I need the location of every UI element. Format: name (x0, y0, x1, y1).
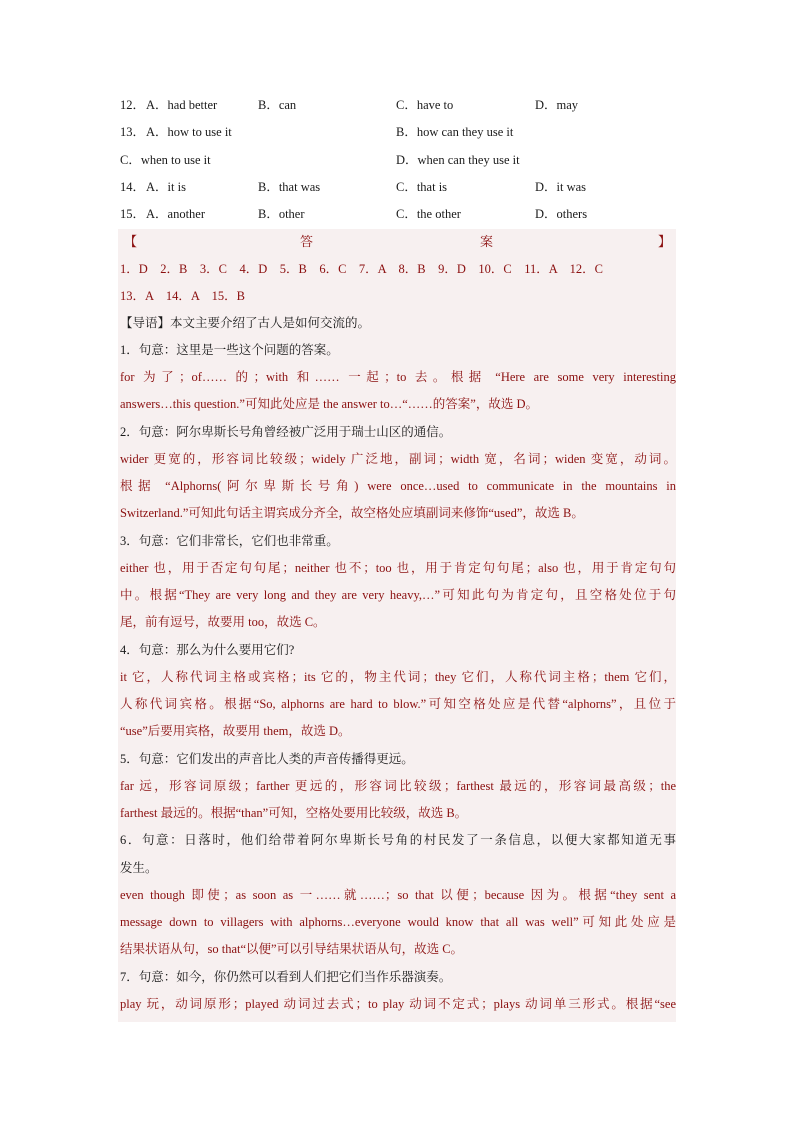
option-a: A．had better (146, 98, 218, 112)
explanation-line: 中。根据“They are very long and they are very heavy,…”可知此句为肯定句，且空格处位于句 (120, 588, 676, 602)
explanation-heading: 6．句意：日落时，他们给带着阿尔卑斯长号角的村民发了一条信息，以便大家都知道无事 (120, 833, 676, 847)
explanation-heading: 1．句意：这里是一些这个问题的答案。 (120, 343, 339, 357)
explanation-heading: 4．句意：那么为什么要用它们? (120, 643, 295, 657)
explanation-line: it 它，人称代词主格或宾格；its 它的，物主代词；they 它们，人称代词主格；them 它们， (120, 670, 676, 684)
explanation-heading: 2．句意：阿尔卑斯长号角曾经被广泛用于瑞士山区的通信。 (120, 425, 452, 439)
option-d: D．others (535, 207, 588, 221)
explanation-line: even though 即使；as soon as 一……就……；so that 以便；because 因为。根据“they sent a (120, 888, 676, 902)
answer-header-char-2: 案 (480, 235, 494, 250)
explanation-line: 尾，前有逗号，故要用 too，故选 C。 (120, 615, 326, 629)
explanation-line: either 也，用于否定句句尾；neither 也不；too 也，用于肯定句句尾；also 也，用于肯定句句 (120, 561, 676, 575)
option-c: C．that is (396, 180, 448, 194)
option-d: D．may (535, 98, 579, 112)
explanation-heading: 5．句意：它们发出的声音比人类的声音传播得更远。 (120, 752, 414, 766)
option-d: D．when can they use it (396, 153, 520, 167)
question-number: 15． (120, 207, 146, 221)
intro-line: 【导语】本文主要介绍了古人是如何交流的。 (120, 316, 371, 330)
answer-key-line: 13．A 14．A 15．B (120, 289, 246, 303)
question-number: 14． (120, 180, 146, 194)
explanation-heading: 7．句意：如今，你仍然可以看到人们把它们当作乐器演奏。 (120, 970, 452, 984)
answer-header-char-1: 答 (300, 235, 314, 250)
explanation-line: wider 更宽的，形容词比较级；widely 广泛地，副词；width 宽，名词；widen 变宽，动词。 (120, 452, 676, 466)
explanation-line: Switzerland.”可知此句话主谓宾成分齐全，故空格处应填副词来修饰“used”，故选 B。 (120, 506, 584, 520)
explanation-line: 人称代词宾格。根据“So, alphorns are hard to blow.”可知空格处应是代替“alphorns”，且位于 (120, 697, 676, 711)
explanation-line: for 为了；of…… 的；with 和…… 一起；to 去。根据 “Here are some very interesting (120, 370, 676, 384)
question-number: 12． (120, 98, 146, 112)
option-a: A．it is (146, 180, 186, 194)
explanation-line: 根据 “Alphorns(阿尔卑斯长号角) were once…used to communicate in the mountains in (120, 479, 676, 493)
option-b: B．can (258, 98, 297, 112)
answer-header-right-bracket: 】 (658, 235, 672, 250)
explanation-line: answers…this question.”可知此处应是 the answer to…“……的答案”，故选 D。 (120, 397, 538, 411)
option-b: B．other (258, 207, 305, 221)
option-a: A．another (146, 207, 206, 221)
explanation-line: message down to villagers with alphorns…everyone would know that all was well”可知此处应是 (120, 915, 676, 929)
explanation-line: 结果状语从句，so that“以便”可以引导结果状语从句，故选 C。 (120, 942, 464, 956)
explanation-line: farthest 最远的。根据“than”可知，空格处要用比较级，故选 B。 (120, 806, 468, 820)
explanation-heading: 发生。 (120, 861, 158, 875)
explanation-line: play 玩，动词原形；played 动词过去式；to play 动词不定式；plays 动词单三形式。根据“see (120, 997, 676, 1011)
explanation-heading: 3．句意：它们非常长，它们也非常重。 (120, 534, 339, 548)
option-d: D．it was (535, 180, 587, 194)
question-number: 13． (120, 125, 146, 139)
answer-header (120, 229, 670, 256)
answer-key-line: 1．D 2．B 3．C 4．D 5．B 6．C 7．A 8．B 9．D 10．C 11．A 12．C (120, 262, 603, 276)
option-b: B．that was (258, 180, 321, 194)
option-c: C．have to (396, 98, 454, 112)
option-c: C．the other (396, 207, 461, 221)
option-c: C．when to use it (120, 153, 211, 167)
explanation-line: “use”后要用宾格，故要用 them，故选 D。 (120, 724, 351, 738)
option-a: A．how to use it (146, 125, 232, 139)
option-b: B．how can they use it (396, 125, 514, 139)
explanation-line: far 远，形容词原级；farther 更远的，形容词比较级；farthest 最远的，形容词最高级；the (120, 779, 676, 793)
answer-header-left-bracket: 【 (124, 235, 138, 250)
